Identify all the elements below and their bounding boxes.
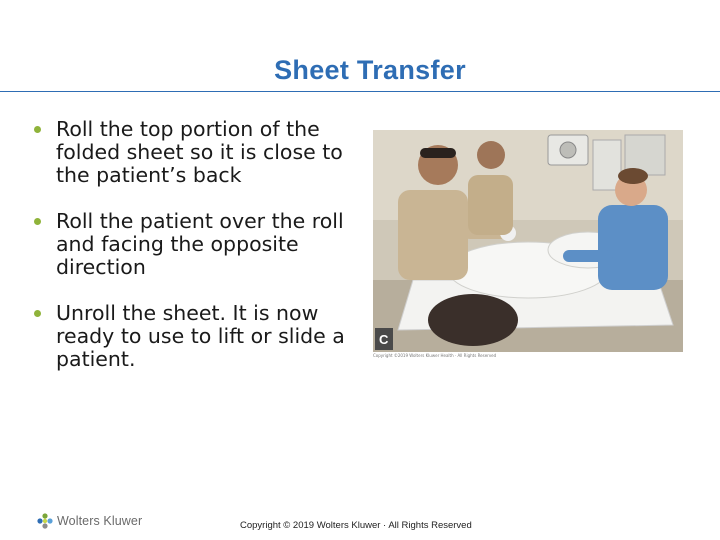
copyright-text: Copyright © 2019 Wolters Kluwer · All Rights Reserved — [240, 520, 472, 531]
bullet-dot-icon — [34, 310, 41, 317]
bullet-text: Roll the patient over the roll and facing the opposite direction — [56, 209, 344, 279]
bullet-text: Roll the top portion of the folded sheet so it is close to the patient’s back — [56, 117, 343, 187]
sheet-transfer-photo — [373, 130, 683, 352]
bullet-dot-icon — [34, 218, 41, 225]
bullet-text: Unroll the sheet. It is now ready to use to lift or slide a patient. — [56, 301, 345, 371]
footer-logo — [36, 512, 142, 530]
bullet-dot-icon — [34, 126, 41, 133]
bullet-item — [30, 302, 360, 371]
bullet-item — [30, 210, 360, 279]
logo-text: Wolters Kluwer — [57, 514, 143, 528]
photo-label: C — [379, 332, 389, 347]
slide-title: Sheet Transfer — [274, 55, 466, 85]
bullet-list — [30, 118, 360, 394]
wolters-kluwer-logo-icon — [36, 512, 54, 530]
photo-credit: Copyright ©2019 Wolters Kluwer Health · All Rights Reserved — [373, 353, 497, 358]
bullet-item — [30, 118, 360, 187]
title-divider — [0, 91, 720, 92]
